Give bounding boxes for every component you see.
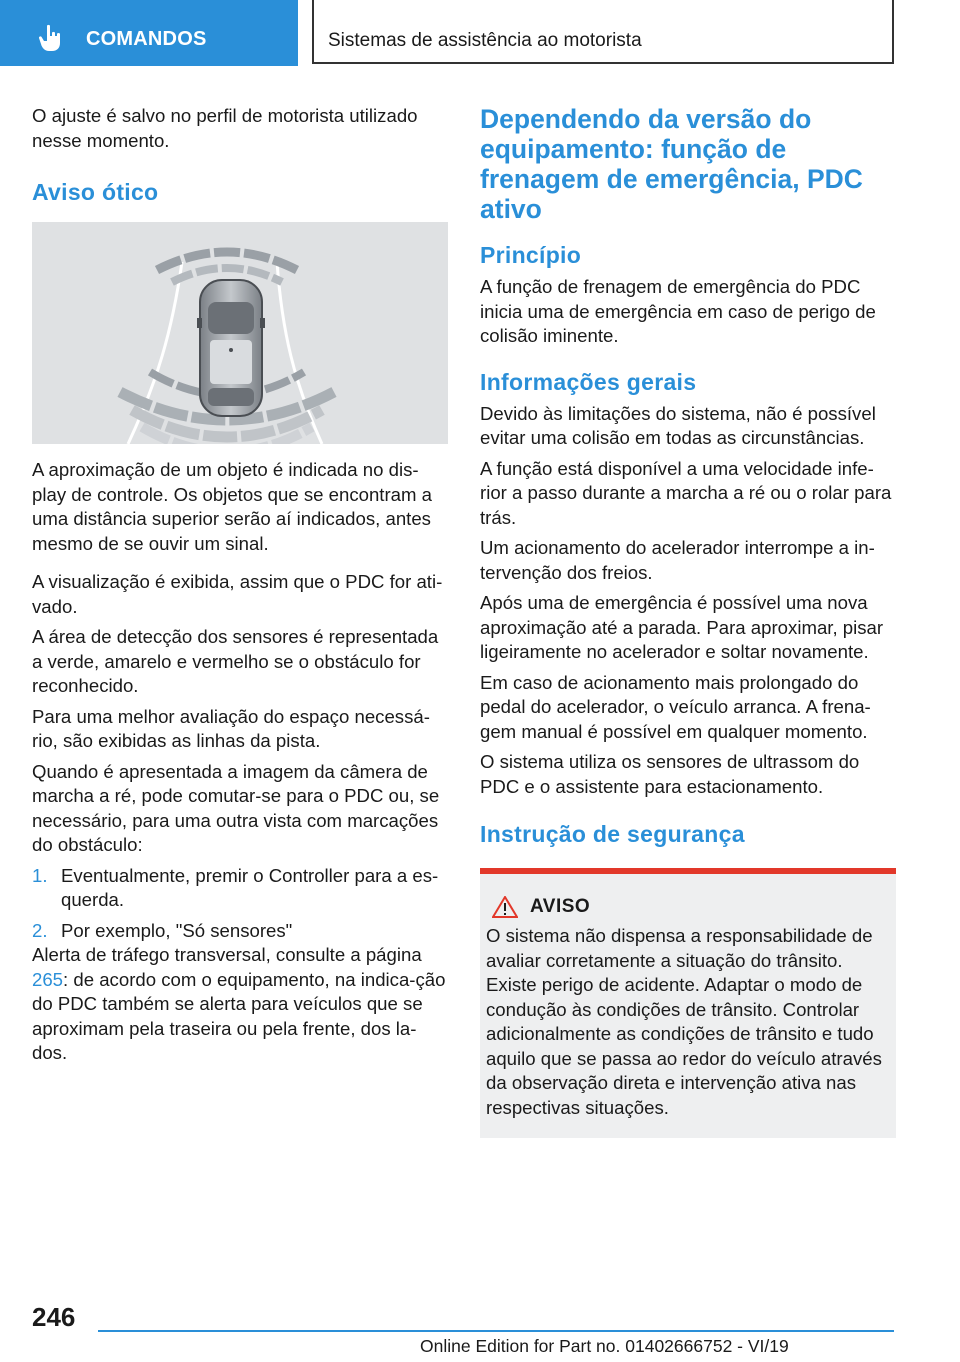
list-item (32, 864, 448, 913)
heading-visual-warning: Aviso ótico (32, 179, 159, 205)
cross-traffic-text-a: Alerta de tráfego transversal, consulte a página (32, 944, 422, 965)
right-column (480, 104, 896, 1138)
intro-paragraph: O ajuste é salvo no perfil de motorista utilizado nesse momento. (32, 105, 418, 151)
page-reference-link[interactable]: 265 (32, 968, 64, 990)
page-number: 246 (32, 1302, 76, 1332)
paragraph-principle: A função de frenagem de emergência do PDC inicia uma de emergência em caso de perigo de colisão iminente. (480, 276, 876, 346)
chapter-tab (0, 0, 298, 66)
page-header (0, 0, 960, 66)
paragraph-camera-switch: Quando é apresentada a imagem da câmera de marcha a ré, pode comutar-se para o PDC ou, se necessário, para uma outra vista com marcações do obstáculo: (32, 760, 440, 855)
warning-text: O sistema não dispensa a responsabilidade de avaliar corretamente a situação do trânsito. Existe perigo de acidente. Adaptar o modo de condução às condições de trânsito. Controlar adicionalmente as condições de trânsito e tudo aquilo que se passa ao redor do veículo através da observação direta e intervenção ativa nas respectivas situações. (486, 925, 882, 1118)
section-title-box (312, 0, 894, 64)
hand-pointer-icon (38, 24, 64, 52)
step-number: 2. (32, 919, 48, 941)
paragraph-detection-area: A área de detecção dos sensores é representada a verde, amarelo e vermelho se o obstáculo for reconhecido. (32, 626, 439, 696)
edition-note: Online Edition for Part no. 01402666752 - VI/19 (420, 1336, 789, 1356)
paragraph-sensors: O sistema utiliza os sensores de ultrassom do PDC e o assistente para estacionamento. (480, 751, 860, 797)
paragraph-cross-traffic (32, 943, 448, 1066)
step-text: Eventualmente, premir o Controller para a es-querda. (61, 864, 439, 910)
footer-divider (98, 1330, 894, 1332)
steps-list (32, 864, 448, 944)
warning-header (486, 896, 890, 918)
paragraph-approach: A aproximação de um objeto é indicada no dis-play de controle. Os objetos que se encontram a uma distância superior serão aí indicados, antes mesmo de se ouvir um sinal. (32, 459, 433, 554)
paragraph-track-lines: Para uma melhor avaliação do espaço necessá-rio, são exibidas as linhas da pista. (32, 705, 430, 751)
heading-safety: Instrução de segurança (480, 821, 745, 847)
heading-general-info: Informações gerais (480, 368, 697, 395)
paragraph-accelerator: Um acionamento do acelerador interrompe a in-tervenção dos freios. (480, 537, 875, 583)
warning-box (480, 868, 896, 1138)
section-title: Sistemas de assistência ao motorista (328, 30, 642, 51)
pdc-display-illustration (32, 222, 448, 444)
chapter-label: COMANDOS (86, 28, 207, 50)
step-number: 1. (32, 864, 48, 886)
pdc-car-illustration (32, 222, 448, 444)
list-item (32, 919, 448, 944)
paragraph-after-braking: Após uma de emergência é possível uma nova aproximação até a parada. Para aproximar, pisar ligeiramente no acelerador e soltar novamente. (480, 592, 884, 662)
paragraph-activation: A visualização é exibida, assim que o PDC for ati-vado. (32, 571, 443, 617)
paragraph-limitations: Devido às limitações do sistema, não é possível evitar uma colisão em todas as circunstâncias. (480, 402, 876, 448)
warning-title: AVISO (530, 896, 591, 917)
heading-principle: Princípio (480, 242, 582, 268)
paragraph-manual-braking: Em caso de acionamento mais prolongado do pedal do acelerador, o veículo arranca. A frena-gem manual é possível em qualquer momento. (480, 671, 871, 742)
warning-triangle-icon (492, 896, 518, 918)
paragraph-availability: A função está disponível a uma velocidade infe-rior a passo durante a marcha a ré ou o rolar para trás. (480, 457, 892, 528)
section-heading: Dependendo da versão do equipamento: função de frenagem de emergência, PDC ativo (480, 104, 863, 224)
left-column (32, 104, 448, 1066)
step-text: Por exemplo, "Só sensores" (61, 919, 293, 941)
cross-traffic-text-b: : de acordo com o equipamento, na indica-ção do PDC também se alerta para veículos que se aproximam pela traseira ou pela frente, dos la-dos. (32, 968, 446, 1063)
